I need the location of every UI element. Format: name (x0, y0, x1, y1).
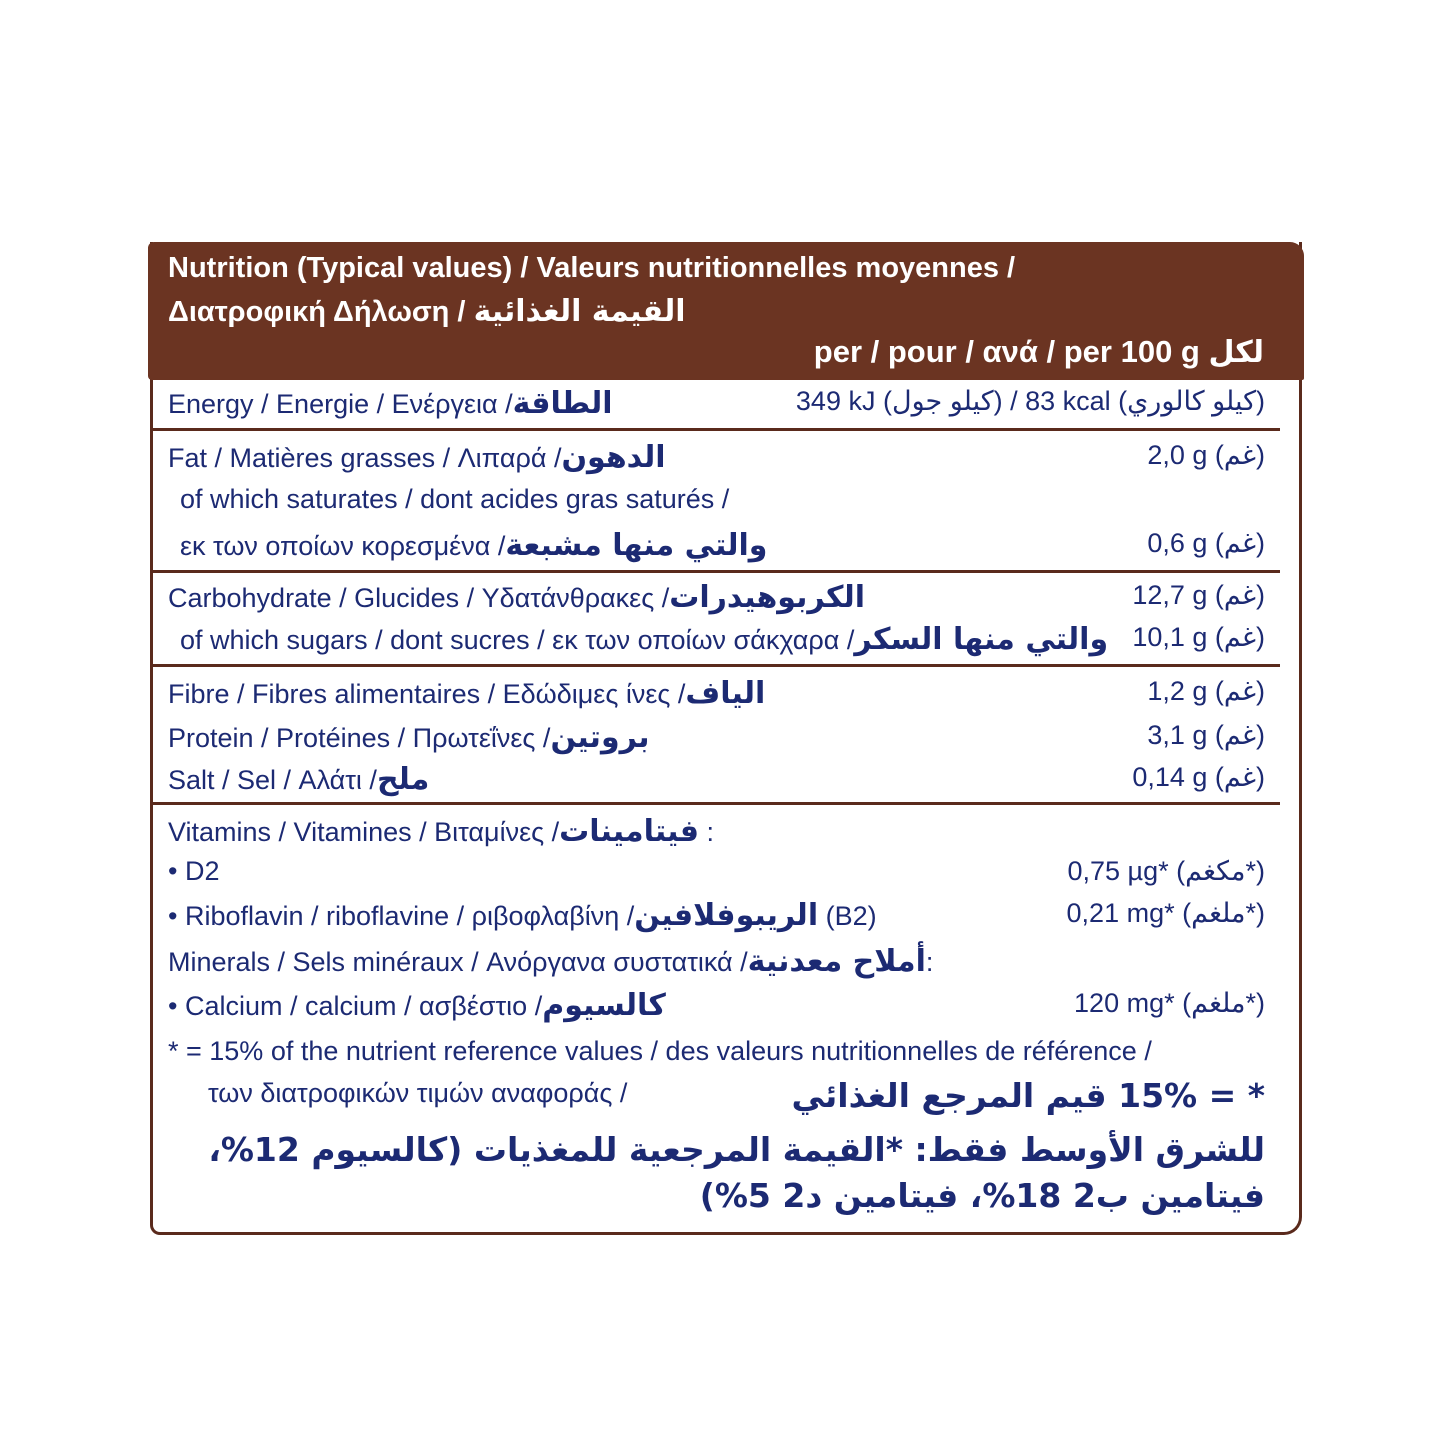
row-energy: Energy / Energie / Ενέργεια /الطاقة 349 kJ (كيلو جول) / 83 kcal (كيلو كالوري) (168, 386, 1265, 421)
row-salt: Salt / Sel / Αλάτι /ملح 0,14 g (غم) (168, 762, 1265, 797)
row-saturates: εκ των οποίων κορεσμένα /والتي منها مشبعة 0,6 g (غم) (180, 528, 1265, 563)
footnote-arabic: * = 15% قيم المرجع الغذائي (791, 1076, 1265, 1115)
divider (150, 428, 1280, 431)
divider (150, 570, 1280, 573)
middle-east-note-line2: فيتامين ب2 18%، فيتامين د2 5%) (699, 1176, 1265, 1215)
row-riboflavin: • Riboflavin / riboflavine / ριβοφλαβίνη /الريبوفلافين (B2) 0,21 mg* (ملغم*) (168, 898, 1265, 940)
row-saturates-label: of which saturates / dont acides gras saturés / (180, 484, 730, 514)
row-fibre: Fibre / Fibres alimentaires / Εδώδιμες ίνες /الياف 1,2 g (غم) (168, 676, 1265, 711)
divider (150, 802, 1280, 805)
divider (150, 664, 1280, 667)
nutrition-header (148, 242, 1304, 380)
header-title-line1: Nutrition (Typical values) / Valeurs nutritionnelles moyennes / (168, 252, 1016, 284)
row-vitamins: Vitamins / Vitamines / Βιταμίνες /فيتامينات : (168, 814, 715, 849)
row-fat: Fat / Matières grasses / Λιπαρά /الدهون 2,0 g (غم) (168, 440, 1265, 475)
row-minerals: Minerals / Sels minéraux / Ανόργανα συστατικά /أملاح معدنية: (168, 944, 934, 979)
row-calcium: • Calcium / calcium / ασβέστιο /كالسيوم 120 mg* (ملغم*) (168, 988, 1265, 1030)
row-protein: Protein / Protéines / Πρωτεΐνες /بروتين 3,1 g (غم) (168, 720, 1265, 755)
header-per-100g: per / pour / ανά / per 100 g لكل (813, 334, 1264, 370)
middle-east-note-line1: للشرق الأوسط فقط: *القيمة المرجعية للمغذيات (كالسيوم 12%، (208, 1130, 1265, 1169)
footnote-line1: * = 15% of the nutrient reference values / des valeurs nutritionnelles de référence / (168, 1036, 1152, 1066)
footnote-line2: των διατροφικών τιμών αναφοράς / (208, 1078, 628, 1108)
row-vitamin-d2: • D2 0,75 µg* (مكغم*) (168, 856, 1265, 898)
row-carbohydrate: Carbohydrate / Glucides / Υδατάνθρακες /الكربوهيدرات 12,7 g (غم) (168, 580, 1265, 615)
header-title-line2: Διατροφική Δήλωση / القيمة الغذائية (168, 294, 686, 329)
row-sugars: of which sugars / dont sucres / εκ των οποίων σάκχαρα /والتي منها السكر 10,1 g (غم) (180, 622, 1265, 657)
